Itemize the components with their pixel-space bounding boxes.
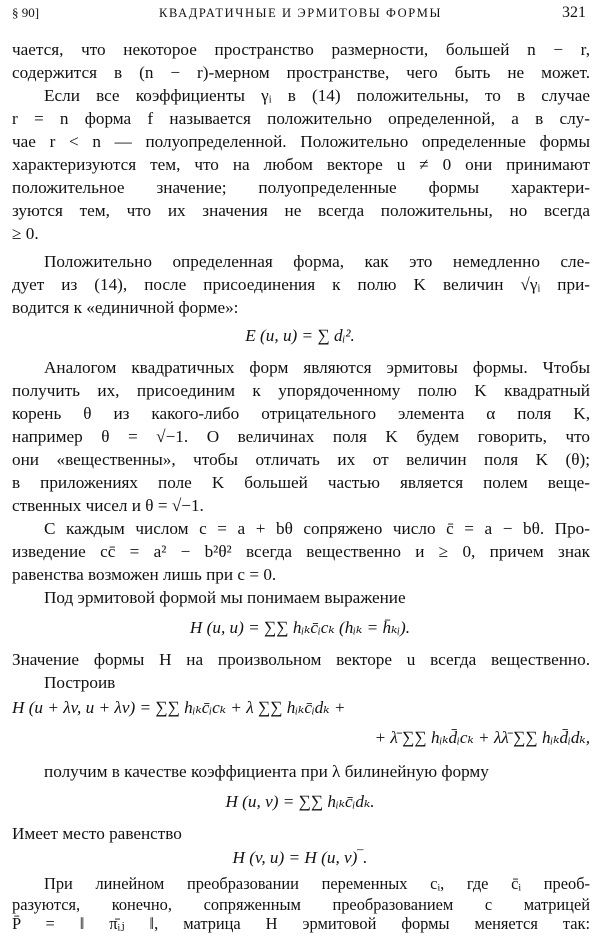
text-line: С каждым числом c = a + bθ сопряжено число c̄ = a − bθ. Про-: [44, 519, 590, 538]
page-number: 321: [561, 4, 586, 21]
equation-hermitian-form: H (u, u) = ∑∑ hᵢₖc̄ᵢcₖ (hᵢₖ = h̄ₖᵢ).: [189, 618, 411, 637]
text-line: например θ = √−1. О величинах поля K будем говорить, что: [12, 427, 590, 446]
text-line: Под эрмитовой формой мы понимаем выражение: [44, 588, 406, 607]
equation-unit-form: E (u, u) = ∑ dᵢ².: [245, 326, 355, 345]
equation-expansion-line-2: + λ̄ ∑∑ hᵢₖd̄ᵢcₖ + λλ̄ ∑∑ hᵢₖd̄ᵢdₖ,: [374, 728, 590, 747]
text-line: зуются тем, что их значения не всегда положительны, но всегда: [12, 201, 590, 220]
text-line: характеризуются тем, что на любом векторе u ≠ 0 они принимают: [12, 155, 590, 174]
text-line: они «вещественны», чтобы отличать их от величин поля K (θ);: [12, 450, 590, 469]
text-line: в приложениях поле K большей частью является полем веще-: [12, 473, 590, 492]
text-line: При линейном преобразовании переменных cᵢ, где c̄ᵢ преоб-: [44, 874, 590, 893]
text-line: чае r < n — полуопределенной. Положительно определенные формы: [12, 132, 590, 151]
running-header: [12, 4, 586, 26]
text-line: r = n форма f называется положительно определенной, а в слу-: [12, 109, 590, 128]
text-line: содержится в (n − r)-мерном пространстве, чего быть не может.: [12, 63, 590, 82]
equation-expansion-line-1: H (u + λv, u + λv) = ∑∑ hᵢₖc̄ᵢcₖ + λ ∑∑ hᵢₖc̄ᵢdₖ +: [12, 698, 346, 717]
text-line: водится к «единичной форме»:: [12, 298, 239, 317]
text-line: разуются, конечно, сопряженным преобразованием с матрицей: [12, 895, 590, 914]
running-title: КВАДРАТИЧНЫЕ И ЭРМИТОВЫ ФОРМЫ: [159, 6, 443, 20]
text-line: P̄ = ‖ π̄ᵢⱼ ‖, матрица H эрмитовой формы меняется так:: [12, 914, 590, 933]
text-line: Если все коэффициенты γᵢ в (14) положительны, то в случае: [44, 86, 590, 105]
text-line: изведение cc̄ = a² − b²θ² всегда вещественно и ≥ 0, причем знак: [12, 542, 590, 561]
text-line: чается, что некоторое пространство размерности, большей n − r,: [12, 40, 590, 59]
text-line: ≥ 0.: [12, 224, 39, 243]
equation-conjugate-symmetry: H (v, u) = H (u, v)‾.: [232, 848, 368, 867]
text-line: Значение формы H на произвольном векторе u всегда вещественно.: [12, 650, 590, 669]
text-line: корень θ из какого-либо отрицательного элемента α поля K,: [12, 404, 590, 423]
text-line: положительное значение; полуопределенные формы характери-: [12, 178, 590, 197]
text-line: Аналогом квадратичных форм являются эрмитовы формы. Чтобы: [44, 358, 590, 377]
text-line: Имеет место равенство: [12, 824, 182, 843]
text-line: получить их, присоединим к упорядоченному полю K квадратный: [12, 381, 590, 400]
equation-bilinear-form: H (u, v) = ∑∑ hᵢₖc̄ᵢdₖ.: [225, 792, 375, 811]
text-line: Положительно определенная форма, как это немедленно сле-: [44, 252, 590, 271]
section-number: § 90]: [12, 5, 40, 20]
text-line: Построив: [44, 673, 116, 692]
text-line: равенства возможен лишь при c = 0.: [12, 565, 277, 584]
text-line: ственных чисел и θ = √−1.: [12, 496, 204, 515]
text-line: дует из (14), после присоединения к полю K величин √γᵢ при-: [12, 275, 590, 294]
text-line: получим в качестве коэффициента при λ билинейную форму: [44, 762, 489, 781]
